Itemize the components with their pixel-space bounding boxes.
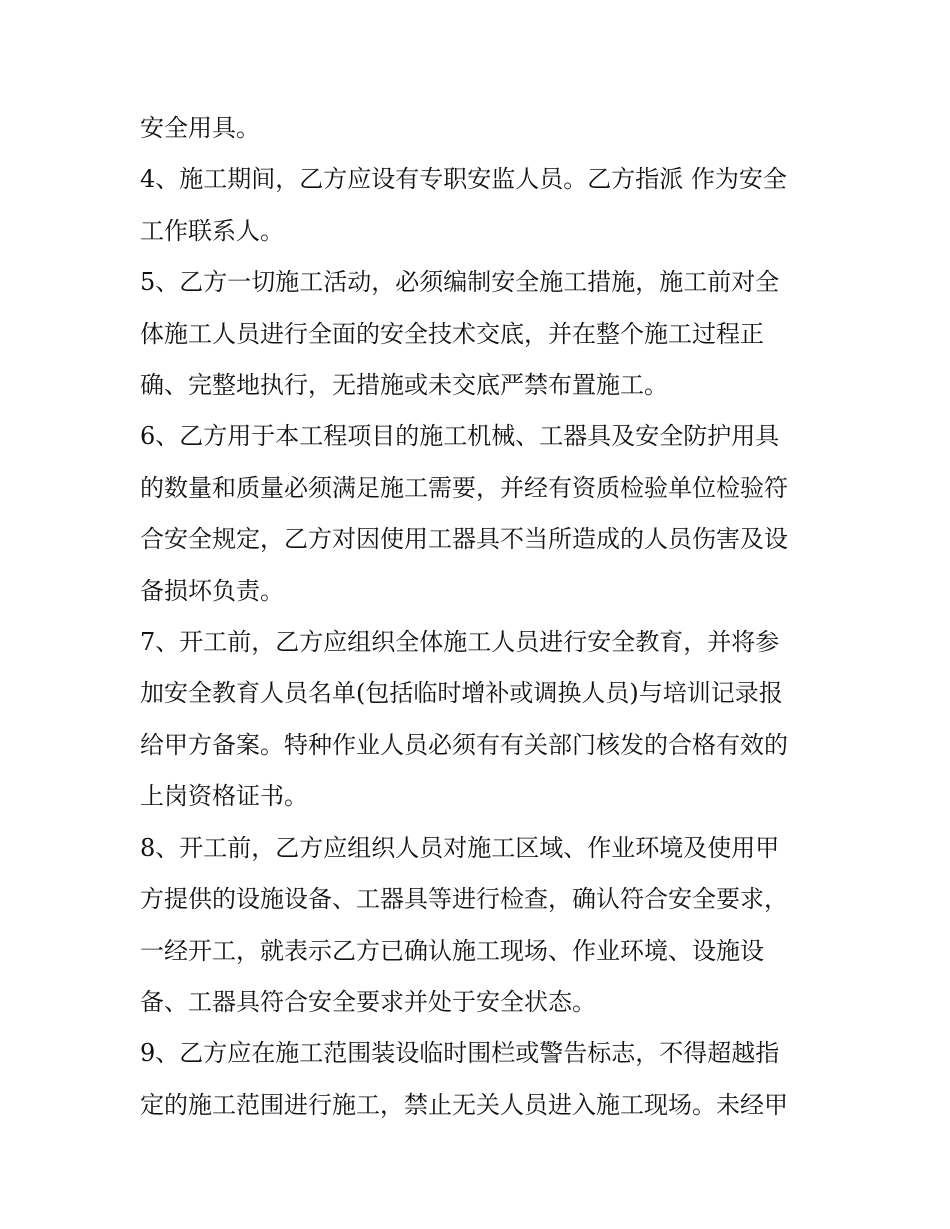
paragraph-item-4: [140, 154, 816, 257]
text-line: 5、乙方一切施工活动，必须编制安全施工措施，施工前对全: [140, 268, 780, 297]
paragraph-item-9: [140, 1028, 816, 1131]
text-line: 一经开工，就表示乙方已确认施工现场、作业环境、设施设: [140, 936, 764, 965]
text-line: 工作联系人。: [140, 216, 284, 245]
text-line: 给甲方备案。特种作业人员必须有有关部门核发的合格有效的: [140, 730, 788, 759]
text-line: 加安全教育人员名单(包括临时增补或调换人员)与培训记录报: [140, 679, 783, 708]
text-line: 确、完整地执行，无措施或未交底严禁布置施工。: [140, 371, 668, 400]
text-line: 上岗资格证书。: [140, 782, 308, 811]
text-line: 备、工器具符合安全要求并处于安全状态。: [140, 987, 596, 1016]
text-line: 4、施工期间，乙方应设有专职安监人员。乙方指派 作为安全: [140, 165, 787, 194]
text-line: 合安全规定，乙方对因使用工器具不当所造成的人员伤害及设: [140, 525, 788, 554]
document-body: [140, 103, 816, 1131]
text-line: 备损坏负责。: [140, 576, 284, 605]
text-line: 6、乙方用于本工程项目的施工机械、工器具及安全防护用具: [140, 422, 780, 451]
text-line: 7、开工前，乙方应组织全体施工人员进行安全教育，并将参: [140, 628, 780, 657]
paragraph-item-6: [140, 411, 816, 617]
text-line: 安全用具。: [140, 114, 260, 142]
text-line: 方提供的设施设备、工器具等进行检查，确认符合安全要求，: [140, 885, 788, 914]
paragraph-item-5: [140, 257, 816, 411]
text-line: 定的施工范围进行施工，禁止无关人员进入施工现场。未经甲: [140, 1090, 788, 1119]
paragraph-item-8: [140, 823, 816, 1029]
text-line: 9、乙方应在施工范围装设临时围栏或警告标志，不得超越指: [140, 1039, 780, 1068]
paragraph-item-7: [140, 617, 816, 823]
text-line: 8、开工前，乙方应组织人员对施工区域、作业环境及使用甲: [140, 833, 780, 862]
text-line: 的数量和质量必须满足施工需要，并经有资质检验单位检验符: [140, 473, 788, 502]
paragraph-continuation: [140, 103, 816, 154]
text-line: 体施工人员进行全面的安全技术交底，并在整个施工过程正: [140, 319, 764, 348]
